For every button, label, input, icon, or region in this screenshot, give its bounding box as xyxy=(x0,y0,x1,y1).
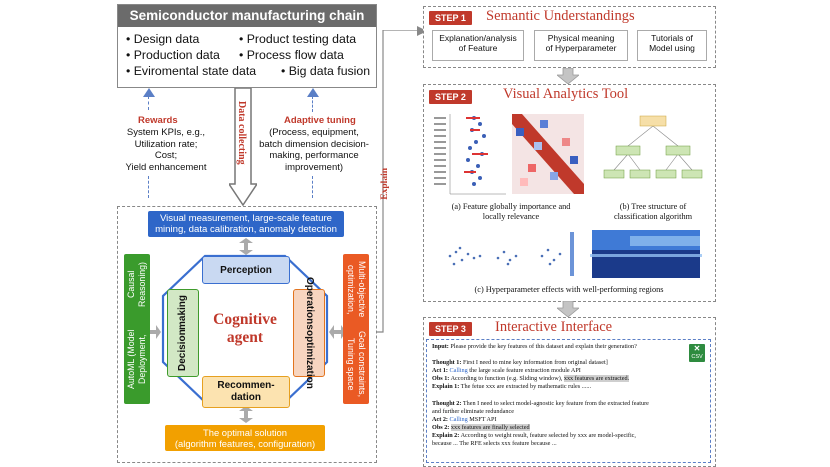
adaptive-line-2: batch dimension decision- xyxy=(259,138,369,150)
adaptive-arrow-bottom xyxy=(312,176,313,198)
explain2-line2: because ... The RFE selects xxx feature because ... xyxy=(432,440,557,447)
optimal-solution-bar xyxy=(165,425,325,451)
a1-call: Calling xyxy=(449,367,468,374)
step1-box2-line2: of Hyperparameter xyxy=(545,43,617,53)
e1-label: Explain 1: xyxy=(432,383,460,390)
rewards-line-4: Yield enhancement xyxy=(125,161,207,173)
bullet-production-data: • Production data xyxy=(126,48,220,62)
step2-tag: STEP 2 xyxy=(429,90,472,104)
a2-text: MSFT API xyxy=(469,416,497,423)
step1-tag: STEP 1 xyxy=(429,11,472,25)
thought2-line2: and further eliminate redundance xyxy=(432,408,514,415)
step3-title: Interactive Interface xyxy=(495,319,613,335)
recommendation-line-1: Recommen- xyxy=(217,380,275,391)
step1-box3-line2: Model using xyxy=(649,43,695,53)
cognitive-agent-title xyxy=(205,311,285,347)
act2-line xyxy=(432,416,497,424)
visual-measurement-bar xyxy=(148,211,344,237)
step1-hyperparameter-box xyxy=(534,30,628,61)
o1-label: Obs 1: xyxy=(432,375,450,382)
act1-line xyxy=(432,367,581,375)
csv-file-icon[interactable] xyxy=(689,344,705,362)
o2-label: Obs 2: xyxy=(432,424,450,431)
bullet-design-data: • Design data xyxy=(126,32,200,46)
recommendation-double-arrow-icon xyxy=(239,406,253,423)
hyperparameter-effects-figure xyxy=(430,226,708,282)
cognitive-line-1: Cognitive xyxy=(213,311,277,328)
step1-feature-box xyxy=(432,30,524,61)
decision-line-2: making xyxy=(177,294,188,330)
perception-node: Perception xyxy=(202,256,290,284)
step1-box2-line1: Physical meaning xyxy=(547,33,615,43)
caption-a-line2: locally relevance xyxy=(482,211,540,221)
o1-highlight: xxx features are extracted. xyxy=(563,375,630,382)
process-flow-label: Process flow data xyxy=(246,48,344,62)
bullet-environmental: • Eviromental state data xyxy=(126,64,257,78)
visual-bar-line-2: mining, data calibration, anomaly detection xyxy=(155,224,337,235)
automl-line-2: Causal Reasoning) xyxy=(126,261,147,307)
cognitive-line-2: agent xyxy=(226,329,264,346)
o2-highlight: xxx features are finally selected xyxy=(450,424,530,431)
multi-obj-line-2: Goal constraints, Tuning space xyxy=(346,331,367,398)
explain1-line xyxy=(432,383,591,391)
step2-title: Visual Analytics Tool xyxy=(503,86,629,102)
perception-double-arrow-icon xyxy=(239,238,253,255)
obs2-line xyxy=(432,424,530,432)
automl-bar xyxy=(124,254,150,404)
input-text: Please provide the key features of this dataset and explain their generation? xyxy=(450,343,637,350)
chat-input-line xyxy=(432,343,637,351)
big-data-label: Big data fusion xyxy=(288,64,371,78)
adaptive-text xyxy=(256,127,372,173)
tree-structure-figure xyxy=(600,112,706,198)
adaptive-arrow-top xyxy=(312,96,313,112)
step1-box3-line1: Tutorials of xyxy=(651,33,693,43)
thought2-line xyxy=(432,400,649,408)
rewards-text xyxy=(120,127,212,173)
operations-line-2: optimization xyxy=(304,329,315,389)
a1-label: Act 1: xyxy=(432,367,448,374)
recommendation-line-2: dation xyxy=(231,392,261,403)
a2-call: Calling xyxy=(449,416,468,423)
interactive-chat-box xyxy=(426,339,711,463)
rewards-line-3: Cost; xyxy=(154,150,178,161)
caption-a xyxy=(430,202,592,221)
data-collecting-label: Data collecting xyxy=(236,101,247,165)
adaptive-arrowhead-icon xyxy=(307,88,319,98)
production-data-label: Production data xyxy=(133,48,220,62)
csv-label: CSV xyxy=(691,354,703,360)
explain-label: Explain xyxy=(380,168,390,200)
visual-bar-line-1: Visual measurement, large-scale feature xyxy=(159,213,333,224)
optimal-line-2: (algorithm features, configuration) xyxy=(174,438,316,449)
operations-node xyxy=(293,277,325,389)
adaptive-line-4: improvement) xyxy=(284,161,344,173)
t1-text: First I need to mine key information from original dataset] xyxy=(462,359,608,366)
step1-tutorials-box xyxy=(637,30,707,61)
operations-line-1: Operations xyxy=(304,277,315,330)
product-testing-label: Product testing data xyxy=(246,32,357,46)
step1-down-arrow-icon xyxy=(557,68,579,84)
recommendation-node xyxy=(202,376,290,408)
step1-title: Semantic Understandings xyxy=(486,8,635,24)
rewards-arrowhead-icon xyxy=(143,88,155,98)
design-data-label: Design data xyxy=(133,32,200,46)
e1-text: The fetue xxx are extracted by mathematic rules ...... xyxy=(460,383,592,390)
t1-label: Thought 1: xyxy=(432,359,462,366)
rewards-line-2: Utilization rate; xyxy=(134,138,198,150)
caption-a-line1: (a) Feature globally importance and xyxy=(451,202,571,211)
semiconductor-chain-title: Semiconductor manufacturing chain xyxy=(118,5,376,27)
environmental-label: Eviromental state data xyxy=(133,64,257,78)
semiconductor-chain-box xyxy=(117,4,377,88)
rewards-title: Rewards xyxy=(138,115,178,126)
step2-down-arrow-icon xyxy=(557,301,579,317)
e2-label: Explain 2: xyxy=(432,432,460,439)
t2-label: Thought 2: xyxy=(432,400,462,407)
obs1-line xyxy=(432,375,629,383)
o1-text: According to function (e.g. Sliding window), xyxy=(450,375,563,382)
decision-node xyxy=(167,289,199,377)
optimal-line-1: The optimal solution xyxy=(203,427,287,438)
e2-text: According to weight result, feature selected by xxx are model-specific, xyxy=(460,432,636,439)
step1-box1-line1: Explanation/analysis xyxy=(439,33,517,43)
csv-x-glyph: ✕ xyxy=(693,344,701,353)
explain2-line xyxy=(432,432,636,440)
caption-b-line1: (b) Tree structure of xyxy=(619,202,687,211)
adaptive-title: Adaptive tuning xyxy=(284,115,356,126)
rewards-arrow-top xyxy=(148,96,149,110)
caption-b xyxy=(598,202,708,221)
automl-line-1: AutoML (Model Deployment, xyxy=(126,329,147,389)
a2-label: Act 2: xyxy=(432,416,448,423)
caption-b-line2: classification algorithm xyxy=(613,211,693,221)
multi-obj-line-1: Multi-objective optimization, xyxy=(346,261,367,318)
caption-c: (c) Hyperparameter effects with well-performing regions xyxy=(474,285,664,294)
bullet-big-data: • Big data fusion xyxy=(281,64,371,78)
multi-objective-bar xyxy=(343,254,369,404)
a1-text: the large scale feature extraction module API xyxy=(469,367,581,374)
adaptive-line-1: (Process, equipment, xyxy=(269,127,359,138)
rewards-line-1: System KPIs, e.g., xyxy=(126,127,206,138)
feature-importance-figure xyxy=(430,108,590,202)
input-label: Input: xyxy=(432,343,449,350)
step1-box1-line2: of Feature xyxy=(458,43,498,53)
rewards-arrow-bottom xyxy=(148,176,149,198)
decision-line-1: Decision xyxy=(177,329,188,372)
thought1-line xyxy=(432,359,608,367)
adaptive-line-3: making, performance xyxy=(269,150,359,161)
bullet-process-flow: • Process flow data xyxy=(239,48,344,62)
bullet-product-testing: • Product testing data xyxy=(239,32,357,46)
t2-text: Then I need to select model-agnostic key feature from the extracted feature xyxy=(462,400,649,407)
step3-tag: STEP 3 xyxy=(429,322,472,336)
